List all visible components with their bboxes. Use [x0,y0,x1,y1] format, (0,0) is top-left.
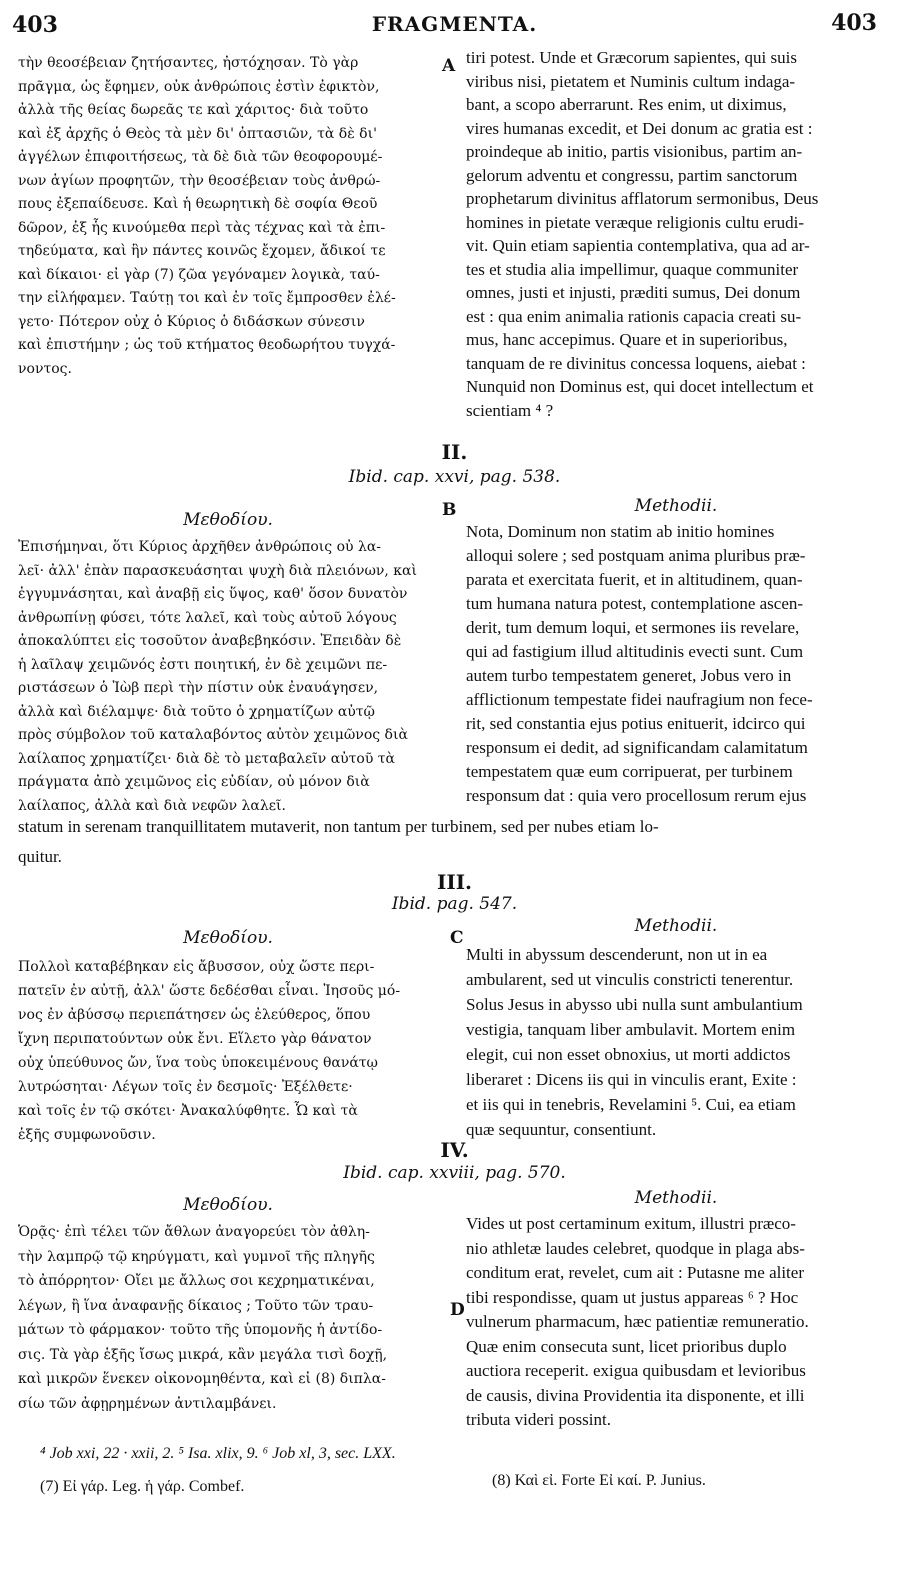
greek-text-line: καὶ δίκαιοι· εἰ γὰρ (7) ζῶα γεγόναμεν λογικὰ, ταύ- [18,266,380,283]
latin-text-line: responsum dat : quia vero procellosum rerum ejus [466,786,807,805]
latin-text-line: Quæ enim consecuta sunt, licet prioribus duplo [466,1336,787,1356]
latin-text-line: tum humana natura potest, contemplatione ascen- [466,594,804,613]
latin-text-line: qui ad fastigium illud altitudinis evecti sunt. Cum [466,642,804,661]
latin-text-line: derit, tum demum loqui, et sermones iis revelare, [466,618,800,637]
greek-column-section-4 [18,1220,438,1416]
latin-text-line: de causis, divina Providentia ita disponente, et illi [466,1385,805,1405]
greek-heading-4: Μεθοδίου. [183,1195,273,1215]
greek-text-line: καὶ ἐξ ἀρχῆς ὁ Θεὸς τὰ μὲν δι' ὀπτασιῶν, τὰ δὲ δι' [18,125,377,142]
latin-text-line: et iis qui in tenebris, Revelamini ⁵. Cui, ea etiam [466,1095,796,1114]
greek-text-line: τὴν λαμπρῷ τῷ κηρύγματι, καὶ γυμνοῖ τῆς πληγῆς [18,1248,375,1265]
section-reference-3: Ibid. pag. 547. [391,894,518,914]
greek-column-section-3 [18,955,438,1147]
latin-text-line: proindeque ab initio, partis visionibus, partim an- [466,142,803,161]
latin-text-line: vulnerum pharmacum, hæc patientiæ remuneratio. [466,1312,809,1331]
greek-text-line: ἴχνη περιπατούντων οὐκ ἔνι. Εἵλετο γὰρ θάνατον [18,1031,372,1047]
latin-text-line: mus, hanc accepimus. Quare et in superioribus, [466,330,788,349]
greek-text-line: καὶ μικρῶν ἕνεκεν οἰκονομηθέντα, καὶ εἰ (8) διπλα- [18,1371,386,1387]
greek-text-line: ἀνθρωπίνῃ φύσει, τότε λαλεῖ, καὶ τοὺς αὐτοῦ λόγους [18,609,397,626]
latin-text-line: prophetarum divinitus afflatorum sermonibus, Deus [466,189,819,208]
latin-text-line: Nota, Dominum non statim ab initio homines [466,522,775,541]
greek-column-section-1 [18,52,438,381]
latin-text-line: elegit, cui non esset obnoxius, ut morti addictos [466,1045,791,1064]
page-header [0,4,909,38]
section-number-4: IV. [440,1138,469,1162]
greek-text-line: ριστάσεων ὁ Ἰὼβ περὶ τὴν πίστιν οὐκ ἐναυάγησεν, [18,680,379,696]
latin-text-line: Vides ut post certaminum exitum, illustri præco- [466,1214,796,1233]
latin-text-line: tributa videri possint. [466,1410,611,1429]
greek-text-line: οὐχ ὑπεύθυνος ὤν, ἵνα τοὺς ὑποκειμένους θανάτῳ [18,1055,378,1071]
greek-text-line: πρὸς σύμβολον τοῦ καταλαβόντος αὐτὸν χειμῶνος διὰ [18,727,408,743]
latin-text-line: conditum erat, revelet, cum ait : Putasne me aliter [466,1263,804,1282]
greek-text-line: νοντος. [18,360,72,377]
latin-text-line: vestigia, tanquam liber ambulavit. Mortem enim [466,1020,796,1039]
margin-letter-c: C [450,928,464,948]
margin-letter-d: D [450,1300,465,1320]
greek-text-line: ἀγγέλων ἐπιφοιτήσεως, τὰ δὲ διὰ τῶν θεοφορουμέ- [18,149,383,165]
greek-text-line: καὶ ἐπιστήμην ; ὡς τοῦ κτήματος θεοδωρήτου τυγχά- [18,337,396,353]
footnote-7: (7) Εἰ γάρ. Leg. ἡ γάρ. Combef. [40,1478,245,1495]
greek-text-line: πράγματα ἀπὸ χειμῶνος εἰς εὐδίαν, οὐ μόνον διὰ [18,774,370,790]
section-reference-4: Ibid. cap. xxviii, pag. 570. [343,1163,566,1183]
latin-text-line: nio athletæ laudes celebret, quodque in plaga abs- [466,1238,805,1258]
greek-heading-2: Μεθοδίου. [183,510,273,530]
page-number-left: 403 [12,12,58,38]
latin-text-line: tes et studia alia impellimur, quaque communiter [466,259,799,279]
latin-text-line: quæ sequuntur, consentiunt. [466,1120,657,1139]
latin-text-line: gelorum adventu et congressu, partim sanctorum [466,165,798,185]
latin-text-line: Solus Jesus in abysso ubi nulla sunt ambulantium [466,995,803,1014]
greek-text-line: γετο· Πότερον οὐχ ὁ Κύριος ὁ διδάσκων σύνεσιν [18,313,365,330]
full-width-line-2: quitur. [18,847,62,866]
greek-text-line: ἐγγυμνάσηται, καὶ ἀναβῇ εἰς ὕψος, καθ' ὅσον δυνατὸν [18,586,408,602]
greek-text-line: καὶ τοῖς ἐν τῷ σκότει· Ἀνακαλύφθητε. Ὧ καὶ τὰ [18,1103,358,1119]
greek-text-line: πατεῖν ἐν αὐτῇ, ἀλλ' ὥστε δεδέσθαι εἶναι. Ἰησοῦς μό- [18,983,401,999]
greek-text-line: Πολλοὶ καταβέβηκαν εἰς ἄβυσσον, οὐχ ὥστε περι- [18,959,375,975]
latin-text-line: liberaret : Dicens iis qui in vinculis erant, Exite : [466,1070,797,1089]
latin-text-line: Nunquid non Dominus est, qui docet intellectum et [466,377,814,396]
latin-text-line: ambularent, sed ut vinculis constricti tenerentur. [466,970,794,989]
latin-heading-2: Methodii. [634,496,718,516]
greek-text-line: λαίλαπος, ἀλλὰ καὶ διὰ νεφῶν λαλεῖ. [18,797,286,814]
latin-text-line: tempestatem quæ eum corripuerat, per turbinem [466,762,793,781]
greek-text-line: τὸ ἀπόρρητον· Οἴει με ἄλλως σοι κεχρηματικέναι, [18,1273,375,1289]
greek-text-line: νων ἁγίων προφητῶν, τὴν θεοσέβειαν τοὺς ἀνθρώ- [18,172,381,189]
latin-text-line: autem turbo tempestatem generet, Jobus vero in [466,666,792,685]
latin-text-line: est : qua enim animalia rationis capacia creati su- [466,306,802,326]
latin-text-line: viribus nisi, pietatem et Numinis cultum indaga- [466,71,796,91]
latin-text-line: Multi in abyssum descenderunt, non ut in ea [466,945,768,964]
section-reference-2: Ibid. cap. xxvi, pag. 538. [348,467,561,487]
latin-text-line: tanquam de re divinitus concessa loquens, aiebat : [466,353,806,373]
latin-text-line: rit, sed constantia ejus potius enituerit, idcirco qui [466,714,806,733]
greek-text-line: σίω τῶν ἀφῃρημένων ἀντιλαμβάνει. [18,1395,277,1412]
latin-column-section-3 [466,942,886,1142]
section-number-2: II. [441,440,468,464]
greek-column-section-2 [18,536,438,818]
greek-text-line: ἑξῆς συμφωνοῦσιν. [18,1127,156,1143]
latin-column-section-4 [466,1212,886,1433]
greek-text-line: ἡ λαῖλαψ χειμῶνός ἐστι ποιητική, ἐν δὲ χειμῶνι πε- [18,656,388,673]
latin-heading-4: Methodii. [634,1188,718,1208]
greek-text-line: τηδεύματα, καὶ ἣν πάντες κοινῶς ἔχομεν, ἄδικοί τε [18,243,386,259]
full-width-line-1: statum in serenam tranquillitatem mutaverit, non tantum per turbinem, sed per nubes etiam lo- [18,817,659,836]
greek-text-line: Ἐπισήμηναι, ὅτι Κύριος ἀρχῆθεν ἀνθρώποις οὐ λα- [18,539,382,555]
latin-text-line: parata et exercitata fuerit, et in altitudinem, quan- [466,570,803,589]
latin-text-line: auctiora receperit. exigua quibusdam et levioribus [466,1361,806,1380]
latin-text-line: bant, a scopo aberrarunt. Res enim, ut diximus, [466,95,787,114]
page-number-right: 403 [831,10,877,36]
latin-column-section-2 [466,520,886,808]
latin-text-line: omnes, justi et injusti, præditi sumus, Dei donum [466,283,801,302]
greek-text-line: την εἰλήφαμεν. Ταύτῃ τοι καὶ ἐν τοῖς ἔμπροσθεν ἐλέ- [18,290,396,306]
scripture-footnotes: ⁴ Job xxi, 22 · xxii, 2. ⁵ Isa. xlix, 9. ⁶ Job xl, 3, sec. LXX. [40,1445,396,1462]
latin-column-section-1 [466,46,886,422]
greek-text-line: νος ἐν ἀβύσσῳ περιεπάτησεν ὡς ἐλεύθερος, ὅπου [18,1007,371,1023]
greek-text-line: λεῖ· ἀλλ' ἐπὰν παρασκευάσηται ψυχὴ διὰ πλειόνων, καὶ [18,562,417,579]
latin-text-line: scientiam ⁴ ? [466,400,554,420]
greek-text-line: λέγων, ἢ ἵνα ἀναφανῇς δίκαιος ; Τοῦτο τῶν τραυ- [18,1297,374,1314]
greek-text-line: Ὁρᾷς· ἐπὶ τέλει τῶν ἄθλων ἀναγορεύει τὸν ἀθλη- [18,1224,370,1240]
latin-text-line: homines in pietate veræque religionis cultu erudi- [466,212,805,232]
latin-text-line: vit. Quin etiam sapientia contemplativa, qua ad ar- [466,236,810,255]
margin-letter-b: B [442,500,457,520]
greek-text-line: μάτων τὸ φάρμακον· τοῦτο τῆς ὑπομονῆς ἡ ἀντίδο- [18,1322,383,1338]
latin-text-line: tiri potest. Unde et Græcorum sapientes, qui suis [466,48,797,67]
latin-text-line: responsum ei dedit, ad significandam calamitatum [466,738,808,757]
greek-text-line: λαίλαπος χρηματίζει· διὰ δὲ τὸ μεταβαλεῖν αὐτοῦ τὰ [18,750,395,767]
greek-text-line: δῶρον, ἐξ ἧς κινούμεθα περὶ τὰς τέχνας καὶ τὰ ἐπι- [18,219,386,236]
margin-letter-a: A [442,56,456,76]
latin-text-line: alloqui solere ; sed postquam anima pluribus præ- [466,546,806,565]
greek-heading-3: Μεθοδίου. [183,928,273,948]
latin-text-line: vires humanas excedit, et Dei donum ac gratia est : [466,118,813,138]
greek-text-line: ἀποκαλύπτει εἰς τοσοῦτον ἀναβεβηκόσιν. Ἐπειδὰν δὲ [18,633,402,649]
latin-text-line: afflictionum tempestate fidei naufragium non fece- [466,690,813,709]
greek-text-line: ἀλλὰ τῆς θείας δωρεᾶς τε καὶ χάριτος· διὰ τοῦτο [18,102,369,118]
greek-text-line: πρᾶγμα, ὡς ἔφημεν, οὐκ ἀνθρώποις ἐστὶν ἐφικτὸν, [18,78,380,95]
section-number-3: III. [436,870,473,894]
latin-text-line: tibi respondisse, quam ut justus appareas ⁶ ? Hoc [466,1287,799,1307]
greek-text-line: τὴν θεοσέβειαν ζητήσαντες, ἠστόχησαν. Τὸ γὰρ [18,55,359,71]
greek-text-line: σις. Τὰ γὰρ ἑξῆς ἴσως μικρά, κἂν μεγάλα τισὶ δοχῇ, [18,1346,388,1363]
latin-heading-3: Methodii. [634,916,718,936]
footnote-8: (8) Καὶ εἰ. Forte Εἰ καί. P. Junius. [492,1472,706,1489]
greek-text-line: λυτρώσηται· Λέγων τοῖς ἐν δεσμοῖς· Ἐξέλθετε· [18,1079,353,1095]
greek-text-line: πους ἐξεπαίδευσε. Καὶ ἡ θεωρητικὴ δὲ σοφία Θεοῦ [18,196,378,212]
running-title: FRAGMENTA. [371,12,538,36]
greek-text-line: ἀλλὰ καὶ διέλαμψε· διὰ τοῦτο ὁ χρηματίζων αὐτῷ [18,703,375,720]
